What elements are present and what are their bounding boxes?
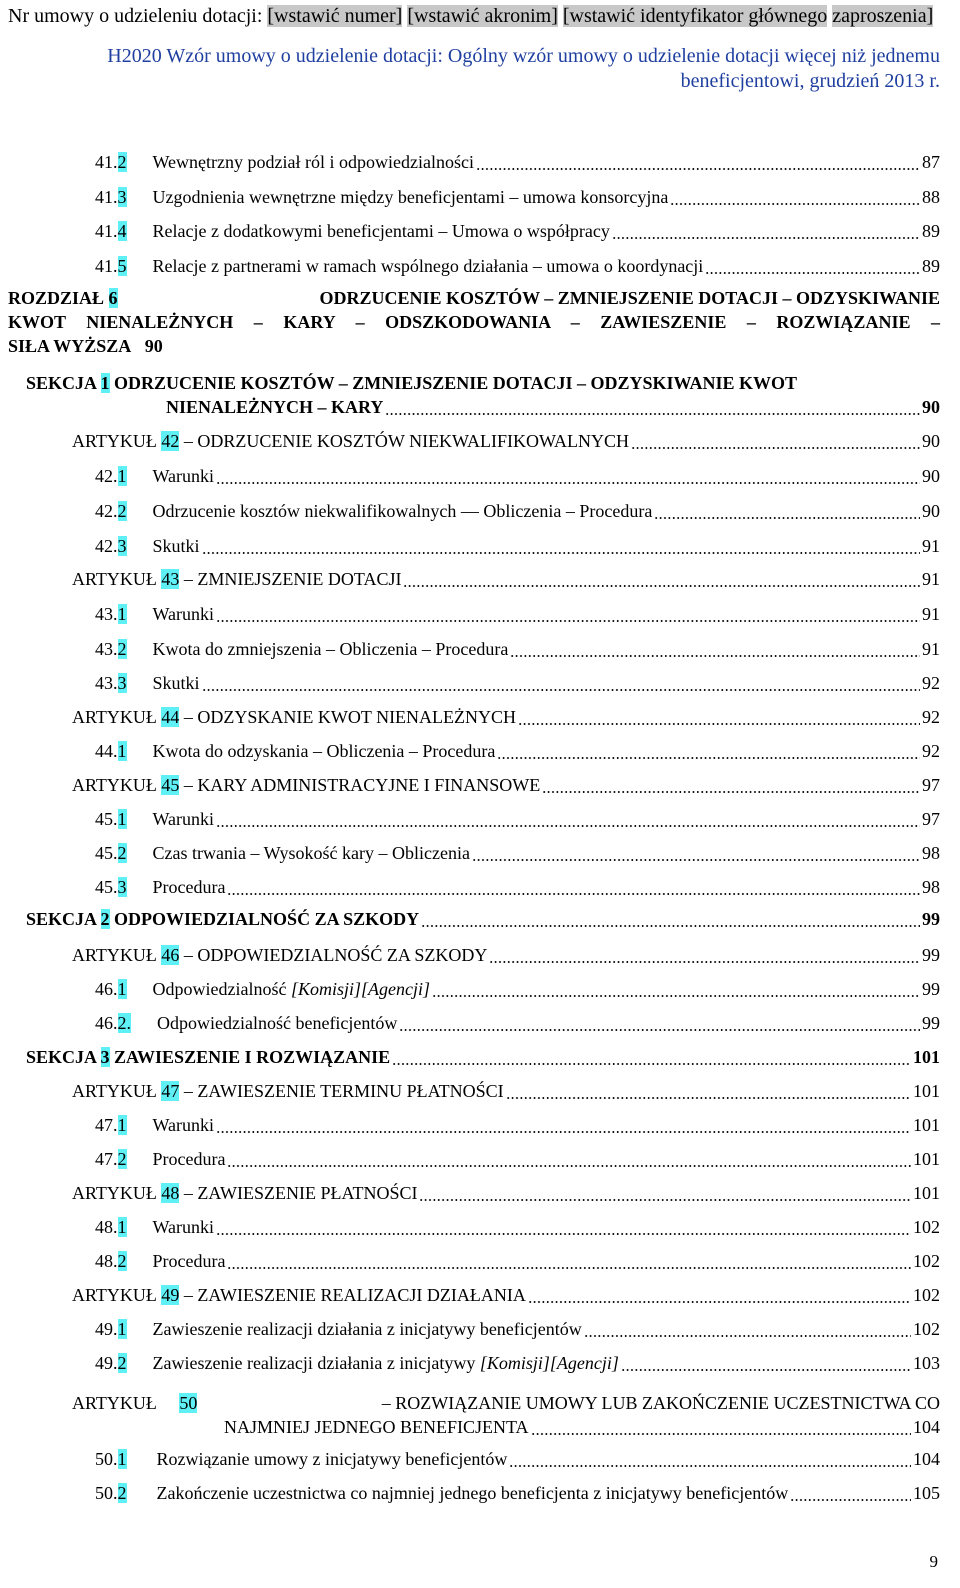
leader-dots bbox=[399, 1012, 920, 1034]
toc-entry-text bbox=[95, 672, 200, 694]
toc-entry-text bbox=[95, 465, 214, 487]
toc-title: Odrzucenie kosztów niekwalifikowalnych –– Obliczenia – Procedura bbox=[152, 501, 653, 521]
field-number: [wstawić numer] bbox=[267, 5, 403, 27]
toc-number: 5 bbox=[117, 256, 127, 276]
header-prefix: Nr umowy o udzieleniu dotacji: bbox=[8, 5, 263, 27]
toc-entry-text bbox=[95, 842, 470, 864]
toc-number-prefix: 48. bbox=[95, 1217, 118, 1237]
leader-dots bbox=[432, 978, 920, 1000]
leader-dots bbox=[510, 638, 920, 660]
toc-page-number: 89 bbox=[922, 221, 940, 241]
toc-page-number: 99 bbox=[922, 909, 940, 929]
toc-number: 1 bbox=[117, 741, 127, 761]
toc-page-number: 104 bbox=[913, 1449, 940, 1469]
chapter-line-1 bbox=[8, 287, 940, 310]
toc-entry-text bbox=[95, 1352, 619, 1374]
toc-number-prefix: 48. bbox=[95, 1251, 118, 1271]
chapter-title-line1: ODRZUCENIE KOSZTÓW – ZMNIEJSZENIE DOTACJI – ODZYSKIWANIE bbox=[319, 288, 940, 308]
toc-number-prefix: 47. bbox=[95, 1149, 118, 1169]
toc-title: Zawieszenie realizacji działania z inicjatywy bbox=[152, 1353, 480, 1373]
field-acronym: [wstawić akronim] bbox=[407, 5, 558, 27]
toc-title: ZAWIESZENIE I ROZWIĄZANIE bbox=[109, 1047, 391, 1067]
leader-dots bbox=[489, 944, 920, 966]
toc-number-prefix: 41. bbox=[95, 152, 118, 172]
toc-title: – ZAWIESZENIE TERMINU PŁATNOŚCI bbox=[179, 1081, 504, 1101]
toc-title: Odpowiedzialność bbox=[152, 979, 291, 999]
leader-dots bbox=[419, 1182, 911, 1204]
toc-title: Czas trwania – Wysokość kary – Obliczenia bbox=[152, 843, 470, 863]
toc-title: – ZAWIESZENIE REALIZACJI DZIAŁANIA bbox=[179, 1285, 526, 1305]
toc-number-prefix: 50. bbox=[95, 1483, 118, 1503]
section-title-line1: ODRZUCENIE KOSZTÓW – ZMNIEJSZENIE DOTACJI – ODZYSKIWANIE KWOT bbox=[114, 373, 798, 393]
toc-number: 2 bbox=[100, 909, 110, 929]
toc-title: – ODPOWIEDZIALNOŚĆ ZA SZKODY bbox=[179, 945, 488, 965]
toc-number: 3 bbox=[100, 1047, 110, 1067]
toc-title: – ODZYSKANIE KWOT NIENALEŻNYCH bbox=[179, 707, 517, 727]
toc-entry-text bbox=[26, 908, 419, 930]
leader-dots bbox=[654, 500, 920, 522]
toc-number-prefix: 43. bbox=[95, 639, 118, 659]
toc-page-number: 92 bbox=[922, 673, 940, 693]
toc-number: 1 bbox=[117, 1449, 127, 1469]
toc-number: 47 bbox=[161, 1081, 180, 1101]
leader-dots bbox=[705, 255, 920, 277]
toc-page-number: 101 bbox=[913, 1047, 940, 1067]
toc-number: 1 bbox=[117, 1217, 127, 1237]
toc-page-number: 102 bbox=[913, 1285, 940, 1305]
toc-page-number: 101 bbox=[913, 1115, 940, 1135]
toc-entry-text bbox=[95, 1250, 225, 1272]
toc-page-number: 91 bbox=[922, 639, 940, 659]
toc-page-number: 97 bbox=[922, 809, 940, 829]
toc-number: 1 bbox=[117, 1115, 127, 1135]
toc-number-prefix: ARTYKUŁ bbox=[72, 1081, 162, 1101]
leader-dots bbox=[216, 603, 920, 625]
toc-entry-text bbox=[95, 1448, 507, 1470]
toc-number-prefix: 41. bbox=[95, 256, 118, 276]
toc-page-number: 89 bbox=[922, 256, 940, 276]
toc-number: 3 bbox=[117, 877, 127, 897]
toc-entry-text bbox=[95, 740, 495, 762]
toc-page-number: 90 bbox=[922, 466, 940, 486]
article-50-title-line1: – ROZWIĄZANIE UMOWY LUB ZAKOŃCZENIE UCZESTNICTWA CO bbox=[381, 1393, 940, 1413]
toc-page-number: 90 bbox=[922, 501, 940, 521]
leader-dots bbox=[216, 1114, 911, 1136]
toc-page-number: 91 bbox=[922, 536, 940, 556]
toc-title: Kwota do odzyskania – Obliczenia – Procedura bbox=[152, 741, 496, 761]
toc-number-prefix: ARTYKUŁ bbox=[72, 431, 162, 451]
toc-entry-text bbox=[95, 808, 214, 830]
toc-number: 3 bbox=[117, 536, 127, 556]
toc-title: Warunki bbox=[152, 1115, 215, 1135]
leader-dots bbox=[497, 740, 920, 762]
toc-page-number: 97 bbox=[922, 775, 940, 795]
toc-number-prefix: ARTYKUŁ bbox=[72, 1285, 162, 1305]
toc-number-prefix: 45. bbox=[95, 877, 118, 897]
leader-dots bbox=[216, 808, 920, 830]
toc-title: Uzgodnienia wewnętrzne między beneficjentami – umowa konsorcyjna bbox=[152, 187, 669, 207]
toc-entry-text bbox=[95, 603, 214, 625]
toc-entry-text bbox=[72, 774, 540, 796]
toc-title: Warunki bbox=[152, 809, 215, 829]
toc-number-prefix: SEKCJA bbox=[26, 1047, 101, 1067]
toc-number-prefix: 45. bbox=[95, 809, 118, 829]
chapter-number: 6 bbox=[108, 288, 118, 308]
leader-dots bbox=[385, 396, 920, 418]
leader-dots bbox=[542, 774, 920, 796]
toc-number: 48 bbox=[161, 1183, 180, 1203]
toc-title: Rozwiązanie umowy z inicjatywy beneficjentów bbox=[156, 1449, 508, 1469]
article-50-title-line2: NAJMNIEJ JEDNEGO BENEFICJENTA bbox=[224, 1417, 529, 1437]
toc-number-prefix: 44. bbox=[95, 741, 118, 761]
toc-page-number: 92 bbox=[922, 707, 940, 727]
leader-dots bbox=[670, 186, 920, 208]
section-number: 1 bbox=[100, 373, 110, 393]
toc-entry-text bbox=[95, 876, 225, 898]
toc-entry-text bbox=[26, 1046, 390, 1068]
toc-page-number: 101 bbox=[913, 1149, 940, 1169]
toc-number: 2 bbox=[117, 501, 127, 521]
toc-page-number: 101 bbox=[913, 1081, 940, 1101]
toc-entry-text bbox=[95, 978, 430, 1000]
toc-page-number: 87 bbox=[922, 152, 940, 172]
toc-title: Procedura bbox=[152, 1251, 226, 1271]
toc-title: Procedura bbox=[152, 877, 226, 897]
leader-dots bbox=[584, 1318, 911, 1340]
toc-title: Kwota do zmniejszenia – Obliczenia – Procedura bbox=[152, 639, 509, 659]
toc-number: 1 bbox=[117, 809, 127, 829]
toc-number: 4 bbox=[117, 221, 127, 241]
article-label: ARTYKUŁ bbox=[72, 1393, 157, 1413]
article-number: 50 bbox=[179, 1393, 198, 1413]
toc-number: 43 bbox=[161, 569, 180, 589]
leader-dots bbox=[472, 842, 920, 864]
toc-number-prefix: 42. bbox=[95, 466, 118, 486]
toc-number-prefix: ARTYKUŁ bbox=[72, 707, 162, 727]
leader-dots bbox=[518, 706, 920, 728]
toc-number: 2 bbox=[117, 1483, 127, 1503]
toc-title: – ODRZUCENIE KOSZTÓW NIEKWALIFIKOWALNYCH bbox=[179, 431, 630, 451]
toc-entry-text bbox=[72, 1080, 504, 1102]
toc-number-prefix: 41. bbox=[95, 187, 118, 207]
leader-dots bbox=[621, 1352, 911, 1374]
field-call-id-cont: zaproszenia] bbox=[832, 5, 934, 27]
toc-page-number: 99 bbox=[922, 979, 940, 999]
leader-dots bbox=[227, 1250, 911, 1272]
toc-number: 49 bbox=[161, 1285, 180, 1305]
toc-title: Warunki bbox=[152, 466, 215, 486]
toc-number: 2 bbox=[117, 639, 127, 659]
toc-number: 2 bbox=[117, 1149, 127, 1169]
toc-entry-text bbox=[95, 220, 610, 242]
leader-dots bbox=[216, 1216, 911, 1238]
toc-title: Zawieszenie realizacji działania z inicjatywy beneficjentów bbox=[152, 1319, 582, 1339]
toc-number: 2 bbox=[117, 1353, 127, 1373]
leader-dots bbox=[202, 672, 920, 694]
toc-number-prefix: 46. bbox=[95, 1013, 118, 1033]
toc-entry-text bbox=[95, 1012, 397, 1034]
toc-number-prefix: ARTYKUŁ bbox=[72, 569, 162, 589]
toc-page-number: 98 bbox=[922, 877, 940, 897]
section-label: SEKCJA bbox=[26, 373, 97, 393]
leader-dots bbox=[392, 1046, 911, 1068]
toc-number: 3 bbox=[117, 673, 127, 693]
section-1-page: 90 bbox=[922, 397, 940, 417]
toc-number-prefix: 49. bbox=[95, 1319, 118, 1339]
leader-dots bbox=[509, 1448, 911, 1470]
toc-page-number: 105 bbox=[913, 1483, 940, 1503]
toc-entry-text bbox=[72, 430, 629, 452]
chapter-title-line3: SIŁA WYŻSZA bbox=[8, 336, 132, 356]
toc-number-prefix: 47. bbox=[95, 1115, 118, 1135]
toc-number-prefix: ARTYKUŁ bbox=[72, 1183, 162, 1203]
toc-entry-text bbox=[95, 638, 508, 660]
article-50-line1 bbox=[72, 1392, 940, 1415]
toc-title: Skutki bbox=[152, 673, 200, 693]
article-50-page: 104 bbox=[913, 1417, 940, 1437]
toc-number-prefix: 42. bbox=[95, 501, 118, 521]
toc-number-prefix: 46. bbox=[95, 979, 118, 999]
toc-number: 42 bbox=[161, 431, 180, 451]
toc-title: Warunki bbox=[152, 604, 215, 624]
leader-dots bbox=[227, 1148, 911, 1170]
toc-entry-text bbox=[95, 500, 652, 522]
toc-number: 46 bbox=[161, 945, 180, 965]
toc-entry-text bbox=[95, 186, 668, 208]
toc-entry-text bbox=[72, 1284, 526, 1306]
toc-page-number: 102 bbox=[913, 1217, 940, 1237]
toc-title: – ZAWIESZENIE PŁATNOŚCI bbox=[179, 1183, 418, 1203]
toc-page-number: 103 bbox=[913, 1353, 940, 1373]
toc-number-prefix: 45. bbox=[95, 843, 118, 863]
chapter-heading[interactable] bbox=[8, 287, 940, 358]
leader-dots bbox=[216, 465, 920, 487]
toc-page-number: 102 bbox=[913, 1251, 940, 1271]
section-1-heading[interactable] bbox=[26, 372, 940, 395]
toc-entry-text bbox=[95, 1318, 582, 1340]
toc-title: – KARY ADMINISTRACYJNE I FINANSOWE bbox=[179, 775, 541, 795]
toc-number-prefix: ARTYKUŁ bbox=[72, 775, 162, 795]
toc-entry-text bbox=[95, 1482, 788, 1504]
toc-number: 1 bbox=[117, 604, 127, 624]
toc-page-number: 91 bbox=[922, 604, 940, 624]
toc-number-prefix: SEKCJA bbox=[26, 909, 101, 929]
leader-dots bbox=[476, 151, 920, 173]
article-50-heading[interactable] bbox=[72, 1392, 940, 1415]
toc-entry-text bbox=[72, 706, 516, 728]
toc-title: Relacje z partnerami w ramach wspólnego działania – umowa o koordynacji bbox=[152, 256, 704, 276]
toc-title: Relacje z dodatkowymi beneficjentami – Umowa o współpracy bbox=[152, 221, 610, 241]
leader-dots bbox=[612, 220, 920, 242]
toc-number-prefix: ARTYKUŁ bbox=[72, 945, 162, 965]
toc-page-number: 98 bbox=[922, 843, 940, 863]
toc-number: 1 bbox=[117, 979, 127, 999]
toc-number-prefix: 50. bbox=[95, 1449, 118, 1469]
chapter-page: 90 bbox=[144, 336, 163, 356]
toc-title-italic: [Komisji][Agencji] bbox=[479, 1353, 619, 1373]
toc-number: 2 bbox=[117, 843, 127, 863]
toc-page-number: 92 bbox=[922, 741, 940, 761]
toc-number: 2 bbox=[117, 152, 127, 172]
leader-dots bbox=[403, 568, 920, 590]
toc-page-number: 91 bbox=[922, 569, 940, 589]
leader-dots bbox=[790, 1482, 911, 1504]
toc-title: ODPOWIEDZIALNOŚĆ ZA SZKODY bbox=[109, 909, 420, 929]
toc-number: 45 bbox=[161, 775, 180, 795]
toc-entry-text bbox=[95, 1114, 214, 1136]
toc-title: Zakończenie uczestnictwa co najmniej jednego beneficjenta z inicjatywy beneficjentów bbox=[156, 1483, 789, 1503]
leader-dots bbox=[421, 908, 920, 930]
field-call-id: [wstawić identyfikator głównego bbox=[562, 5, 828, 27]
toc-page-number: 90 bbox=[922, 431, 940, 451]
toc-entry-text bbox=[72, 568, 401, 590]
toc-number-prefix: 49. bbox=[95, 1353, 118, 1373]
toc-entry-text bbox=[95, 151, 474, 173]
toc-number-prefix: 43. bbox=[95, 673, 118, 693]
toc-number-prefix: 43. bbox=[95, 604, 118, 624]
chapter-title-line2: KWOT NIENALEŻNYCH – KARY – ODSZKODOWANIA – ZAWIESZENIE – ROZWIĄZANIE – bbox=[8, 312, 940, 332]
toc-number: 2. bbox=[117, 1013, 131, 1033]
leader-dots bbox=[202, 535, 920, 557]
leader-dots bbox=[506, 1080, 911, 1102]
toc-number-prefix: 42. bbox=[95, 536, 118, 556]
toc-number: 44 bbox=[161, 707, 180, 727]
toc-entry-text bbox=[95, 1216, 214, 1238]
toc-title: Odpowiedzialność beneficjentów bbox=[157, 1013, 398, 1033]
toc-number: 2 bbox=[117, 1251, 127, 1271]
toc-entry-text bbox=[72, 1182, 417, 1204]
section-title-line2: NIENALEŻNYCH – KARY bbox=[166, 397, 384, 417]
chapter-label: ROZDZIAŁ bbox=[8, 288, 105, 308]
toc-number-prefix: 41. bbox=[95, 221, 118, 241]
toc-number: 3 bbox=[117, 187, 127, 207]
toc-title: – ZMNIEJSZENIE DOTACJI bbox=[179, 569, 402, 589]
toc-entry-text bbox=[72, 944, 487, 966]
toc-title: Wewnętrzny podział ról i odpowiedzialności bbox=[152, 152, 474, 172]
leader-dots bbox=[531, 1416, 911, 1438]
toc-entry-text bbox=[95, 535, 200, 557]
toc-title: Procedura bbox=[152, 1149, 226, 1169]
toc-page-number: 99 bbox=[922, 1013, 940, 1033]
toc-title-italic: [Komisji][Agencji] bbox=[290, 979, 430, 999]
toc-page-number: 99 bbox=[922, 945, 940, 965]
toc-title: Warunki bbox=[152, 1217, 215, 1237]
leader-dots bbox=[528, 1284, 911, 1306]
leader-dots bbox=[631, 430, 920, 452]
document-subtitle: H2020 Wzór umowy o udzielenie dotacji: Ogólny wzór umowy o udzielenie dotacji więcej niż jednemu beneficjentowi, grudzień 2013 r. bbox=[107, 45, 940, 92]
toc-entry-text bbox=[95, 255, 703, 277]
toc-title: Skutki bbox=[152, 536, 200, 556]
toc-page-number: 88 bbox=[922, 187, 940, 207]
toc-page-number: 102 bbox=[913, 1319, 940, 1339]
toc-page-number: 101 bbox=[913, 1183, 940, 1203]
agreement-number-header bbox=[8, 4, 950, 28]
toc-entry-text bbox=[95, 1148, 225, 1170]
page-number: 9 bbox=[929, 1552, 938, 1571]
toc-number: 1 bbox=[117, 1319, 127, 1339]
leader-dots bbox=[227, 876, 920, 898]
toc-number: 1 bbox=[117, 466, 127, 486]
